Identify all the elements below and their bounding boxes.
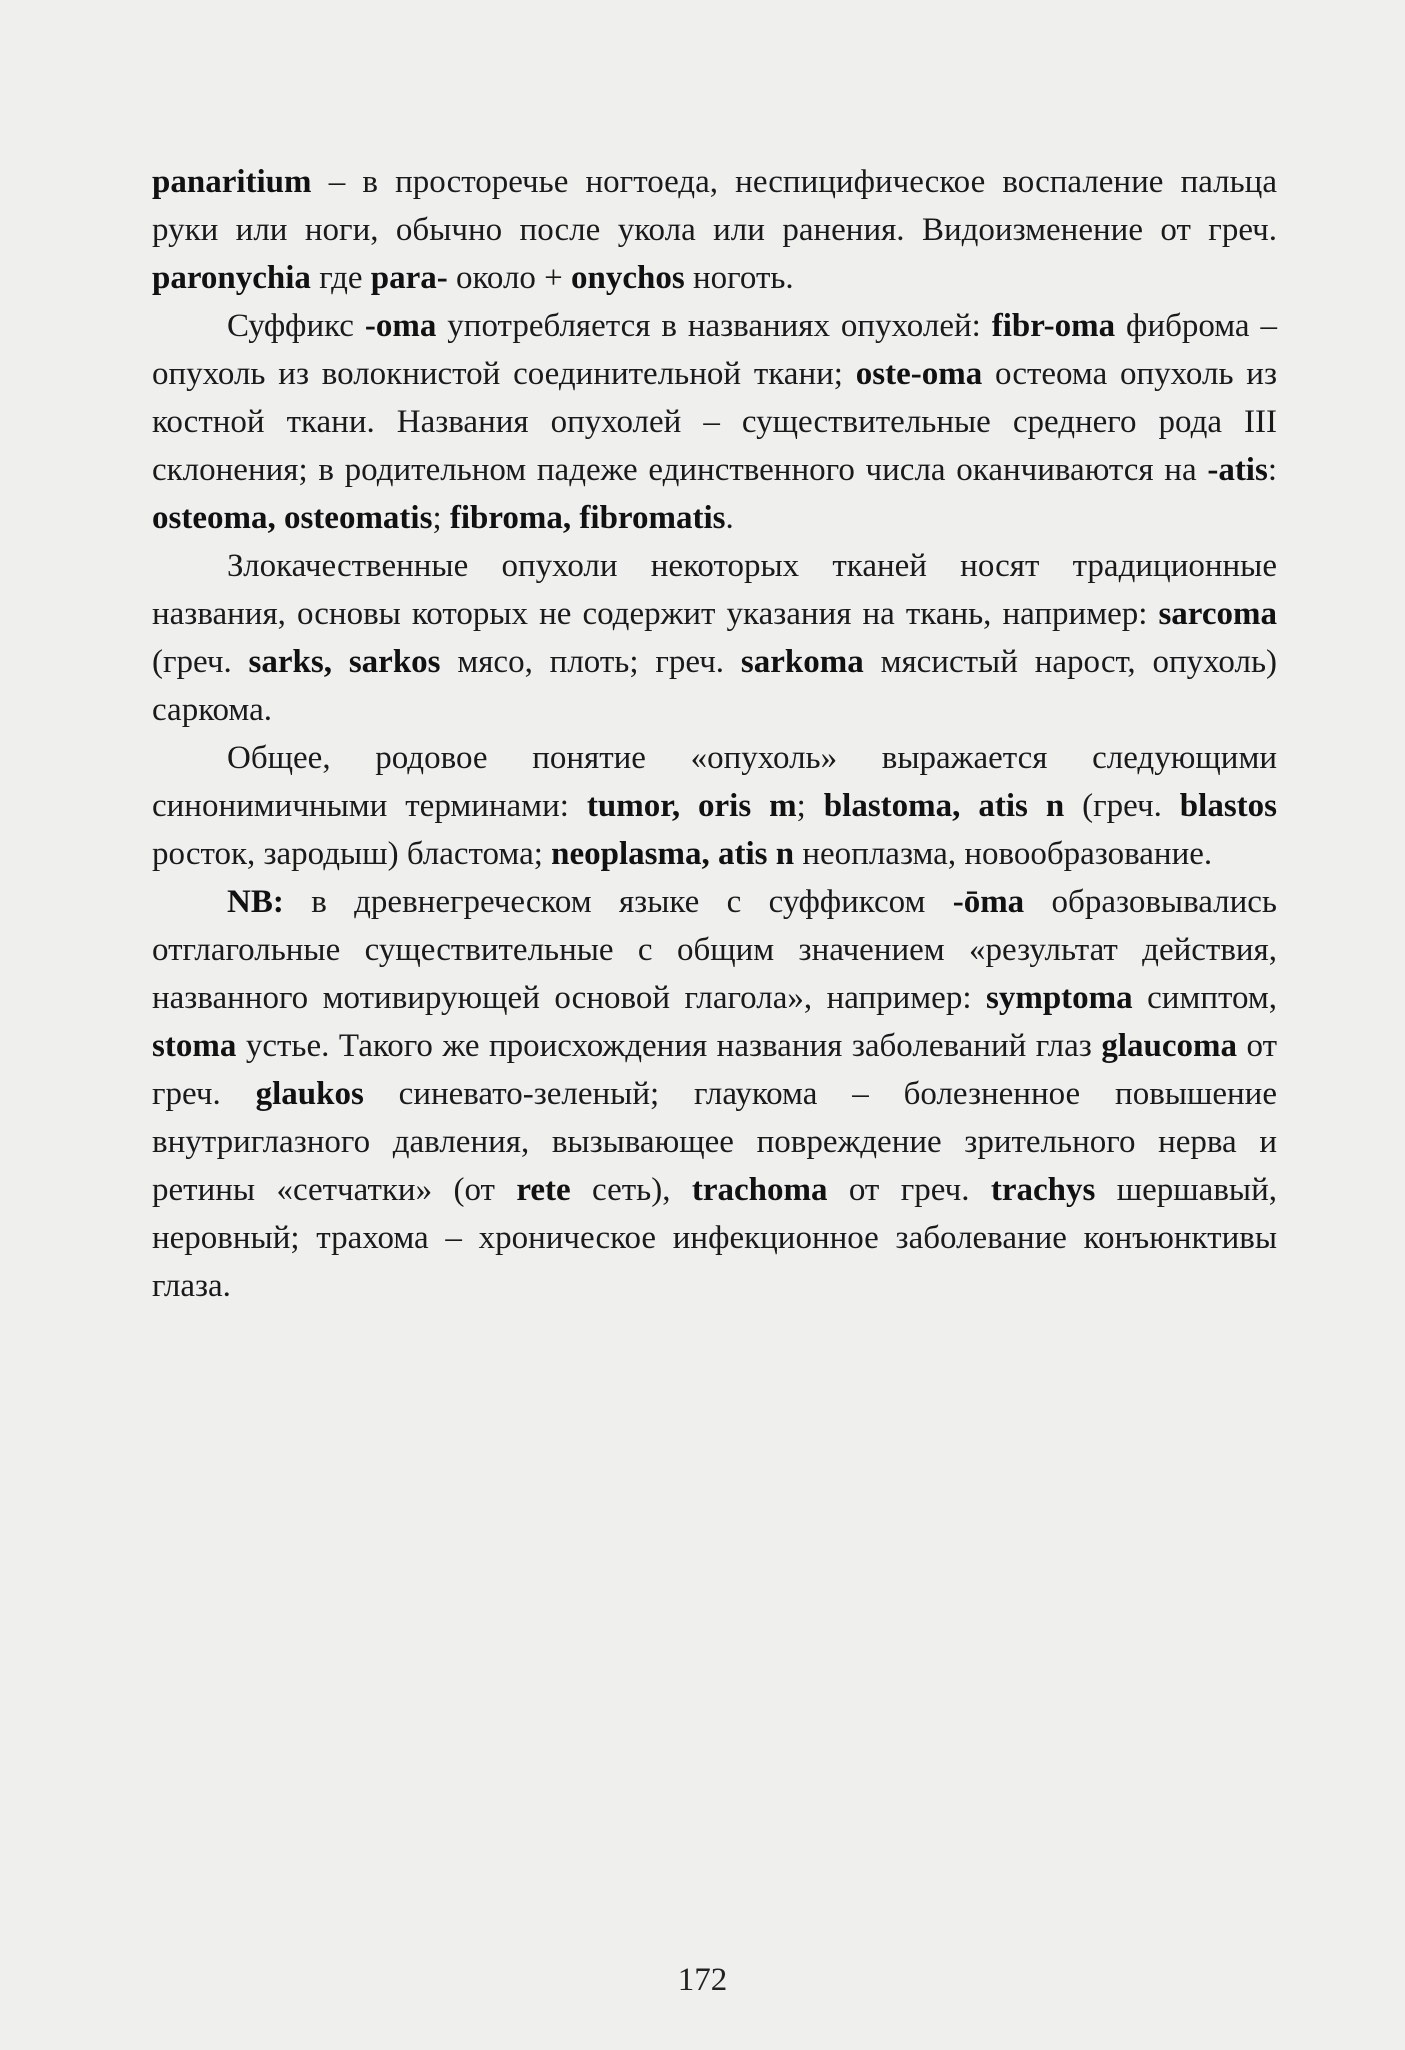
term-bold: sarks, sarkos bbox=[248, 644, 441, 680]
term-bold: onychos bbox=[571, 260, 685, 296]
term-bold: symptoma bbox=[986, 980, 1133, 1016]
page-number: 172 bbox=[677, 1962, 728, 1998]
paragraph-suffix-oma bbox=[152, 302, 1277, 542]
text-run: образовывались отглагольные существительные с общим значением «результат действия, названного мотивирующей основой глагола», например: bbox=[152, 884, 1277, 1016]
term-bold: -oma bbox=[364, 308, 437, 344]
term-bold: trachoma bbox=[691, 1172, 828, 1208]
text-run: от греч. bbox=[152, 1028, 1277, 1112]
text-run: Общее, родовое понятие «опухоль» выражается следующими синонимичными терминами: bbox=[152, 740, 1277, 824]
text-run: устье. Такого же происхождения названия заболеваний глаз bbox=[236, 1028, 1102, 1064]
text-run: от греч. bbox=[827, 1172, 991, 1208]
text-run: Злокачественные опухоли некоторых тканей носят традиционные названия, основы которых не содержит указания на ткань, например: bbox=[152, 548, 1277, 632]
text-run: Суффикс bbox=[227, 308, 365, 344]
term-bold: -atis bbox=[1207, 452, 1268, 488]
term-bold: panaritium bbox=[152, 164, 312, 200]
text-run: синевато-зеленый; глаукома – болезненное повышение внутриглазного давления, вызывающее повреждение зрительного нерва и ретины «сетчатки» (от bbox=[152, 1076, 1277, 1208]
term-bold: rete bbox=[516, 1172, 571, 1208]
text-run: мясо, плоть; греч. bbox=[440, 644, 741, 680]
text-run: мясистый нарост, опухоль) саркома. bbox=[152, 644, 1277, 728]
paragraph-nota-bene bbox=[152, 878, 1277, 1310]
term-bold: glaucoma bbox=[1101, 1028, 1237, 1064]
paragraph-malignant-tumors bbox=[152, 542, 1277, 734]
term-bold: trachys bbox=[990, 1172, 1096, 1208]
text-run: сеть), bbox=[570, 1172, 692, 1208]
term-bold: neoplasma, atis n bbox=[551, 836, 795, 872]
text-run: неоплазма, новообразование. bbox=[794, 836, 1213, 872]
term-bold: fibr-oma bbox=[991, 308, 1116, 344]
term-bold: tumor, oris m bbox=[586, 788, 797, 824]
term-bold: paronychia bbox=[152, 260, 311, 296]
term-bold: glaukos bbox=[255, 1076, 364, 1112]
text-run: ; bbox=[796, 788, 824, 824]
term-bold: -ōma bbox=[952, 884, 1025, 920]
term-bold: sarcoma bbox=[1158, 596, 1277, 632]
text-run: остеома опухоль из костной ткани. Названия опухолей – существительные среднего рода III склонения; в родительном падеже единственного числа оканчиваются на bbox=[152, 356, 1277, 488]
term-bold: oste-oma bbox=[855, 356, 983, 392]
text-run: употребляется в названиях опухолей: bbox=[436, 308, 992, 344]
term-bold: NB: bbox=[227, 884, 284, 920]
text-run: росток, зародыш) бластома; bbox=[152, 836, 552, 872]
text-run: около + bbox=[447, 260, 572, 296]
text-run: ; bbox=[432, 500, 450, 536]
text-run: где bbox=[310, 260, 371, 296]
text-run: (греч. bbox=[1064, 788, 1180, 824]
term-bold: blastos bbox=[1179, 788, 1277, 824]
text-run: шершавый, неровный; трахома – хроническое инфекционное заболевание конъюнктивы глаза. bbox=[152, 1172, 1277, 1304]
term-bold: sarkoma bbox=[740, 644, 864, 680]
term-bold: para- bbox=[370, 260, 448, 296]
paragraph-tumor-synonyms bbox=[152, 734, 1277, 878]
term-bold: stoma bbox=[152, 1028, 237, 1064]
text-run: в древнегреческом языке с суффиксом bbox=[283, 884, 953, 920]
text-run: – в просторечье ногтоеда, неспицифическое воспаление пальца руки или ноги, обычно после укола или ранения. Видоизменение от греч. bbox=[152, 164, 1277, 248]
term-bold: blastoma, atis n bbox=[823, 788, 1065, 824]
text-run: ноготь. bbox=[684, 260, 794, 296]
paragraph-panaritium bbox=[152, 158, 1277, 302]
text-run: симптом, bbox=[1132, 980, 1278, 1016]
text-run: фиброма – опухоль из волокнистой соединительной ткани; bbox=[152, 308, 1277, 392]
text-run: : bbox=[1267, 452, 1277, 488]
text-run: . bbox=[725, 500, 734, 536]
term-bold: fibroma, fibromatis bbox=[449, 500, 726, 536]
term-bold: osteoma, osteomatis bbox=[152, 500, 433, 536]
body-text bbox=[152, 158, 1277, 1310]
text-run: (греч. bbox=[152, 644, 249, 680]
